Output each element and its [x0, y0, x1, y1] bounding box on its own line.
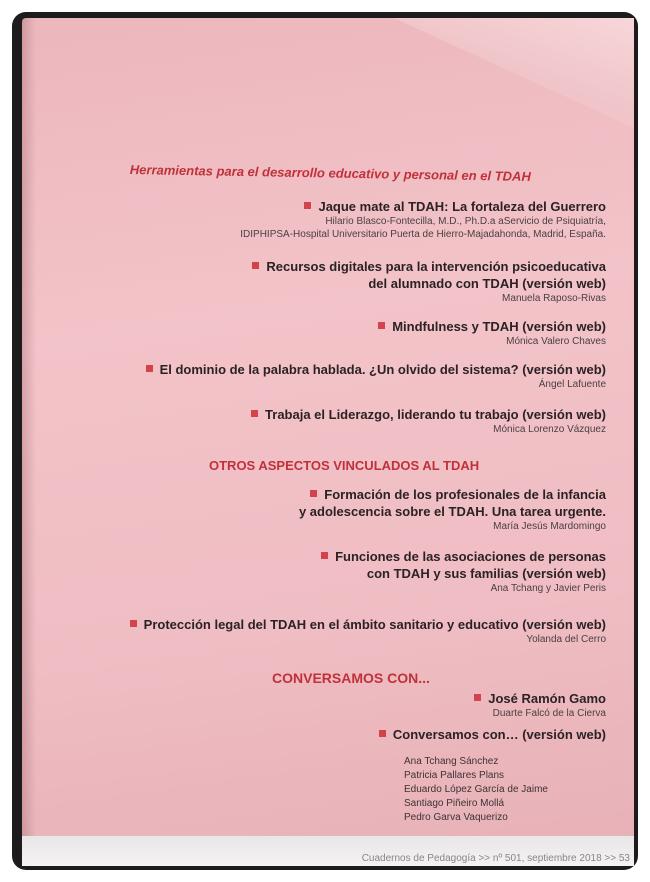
entry-title: Conversamos con… (versión web) [379, 726, 606, 743]
toc-entry[interactable] [251, 406, 606, 436]
entry-title: El dominio de la palabra hablada. ¿Un olvido del sistema? (versión web) [146, 361, 606, 378]
page-footer: Cuadernos de Pedagogía >> nº 501, septiembre 2018 >> 53 [361, 853, 630, 864]
bullet-icon [378, 322, 385, 329]
bullet-icon [304, 202, 311, 209]
toc-entry[interactable] [146, 361, 606, 391]
section-heading-conversamos: CONVERSAMOS CON... [272, 670, 430, 686]
conversation-names [404, 755, 548, 825]
entry-author: Mónica Valero Chaves [506, 336, 606, 347]
entry-title-line2: del alumnado con TDAH (versión web) [368, 276, 606, 291]
entry-author: Ana Tchang y Javier Peris [490, 583, 606, 594]
toc-entry[interactable] [252, 258, 606, 305]
bullet-icon [252, 262, 259, 269]
participant-name: Pedro Garva Vaquerizo [404, 812, 508, 823]
participant-name: Ana Tchang Sánchez [404, 756, 499, 767]
entry-author: María Jesús Mardomingo [493, 521, 606, 532]
entry-author: Mónica Lorenzo Vázquez [493, 424, 606, 435]
participant-name: Patricia Pallares Plans [404, 770, 505, 781]
entry-title: Mindfulness y TDAH (versión web) [378, 318, 606, 335]
page-fold [394, 18, 634, 128]
entry-title: Formación de los profesionales de la infancia [299, 486, 606, 503]
bullet-icon [379, 730, 386, 737]
entry-title: Recursos digitales para la intervención psicoeducativa [252, 258, 606, 275]
toc-entry[interactable] [378, 318, 606, 348]
photo-frame [12, 12, 638, 870]
toc-entry[interactable] [379, 726, 606, 743]
magazine-page [22, 18, 634, 866]
entry-title-line2: con TDAH y sus familias (versión web) [366, 566, 606, 581]
toc-entry[interactable] [321, 548, 606, 595]
bullet-icon [130, 620, 137, 627]
section-heading-otros: OTROS ASPECTOS VINCULADOS AL TDAH [209, 458, 480, 473]
entry-author: Duarte Falcó de la Cierva [492, 708, 606, 719]
entry-title: Jaque mate al TDAH: La fortaleza del Guerrero [240, 198, 606, 215]
entry-author: Manuela Raposo-Rivas [502, 293, 606, 304]
entry-title: José Ramón Gamo [474, 690, 606, 707]
entry-title-line2: y adolescencia sobre el TDAH. Una tarea urgente. [298, 504, 606, 519]
toc-entry[interactable] [474, 690, 606, 720]
page-bottom-edge [22, 836, 634, 866]
bullet-icon [321, 552, 328, 559]
bullet-icon [310, 490, 317, 497]
entry-title: Funciones de las asociaciones de personas [321, 548, 606, 565]
toc-entry[interactable] [299, 486, 606, 533]
participant-name: Santiago Piñeiro Mollá [404, 798, 505, 809]
toc-entry[interactable] [130, 616, 606, 646]
entry-author: Yolanda del Cerro [526, 634, 606, 645]
entry-affiliation: IDIPHIPSA-Hospital Universitario Puerta de Hierro-Majadahonda, Madrid, España. [240, 229, 606, 240]
section-heading-herramientas: Herramientas para el desarrollo educativo y personal en el TDAH [129, 162, 531, 184]
entry-title: Trabaja el Liderazgo, liderando tu trabajo (versión web) [251, 406, 606, 423]
bullet-icon [474, 694, 481, 701]
entry-author: Hilario Blasco-Fontecilla, M.D., Ph.D.a aServicio de Psiquiatría, [325, 216, 606, 227]
entry-author: Ángel Lafuente [538, 379, 606, 390]
toc-entry[interactable] [240, 198, 606, 241]
bullet-icon [251, 410, 258, 417]
page-shadow [22, 18, 36, 866]
bullet-icon [146, 365, 153, 372]
participant-name: Eduardo López García de Jaime [404, 784, 548, 795]
entry-title: Protección legal del TDAH en el ámbito sanitario y educativo (versión web) [130, 616, 606, 633]
